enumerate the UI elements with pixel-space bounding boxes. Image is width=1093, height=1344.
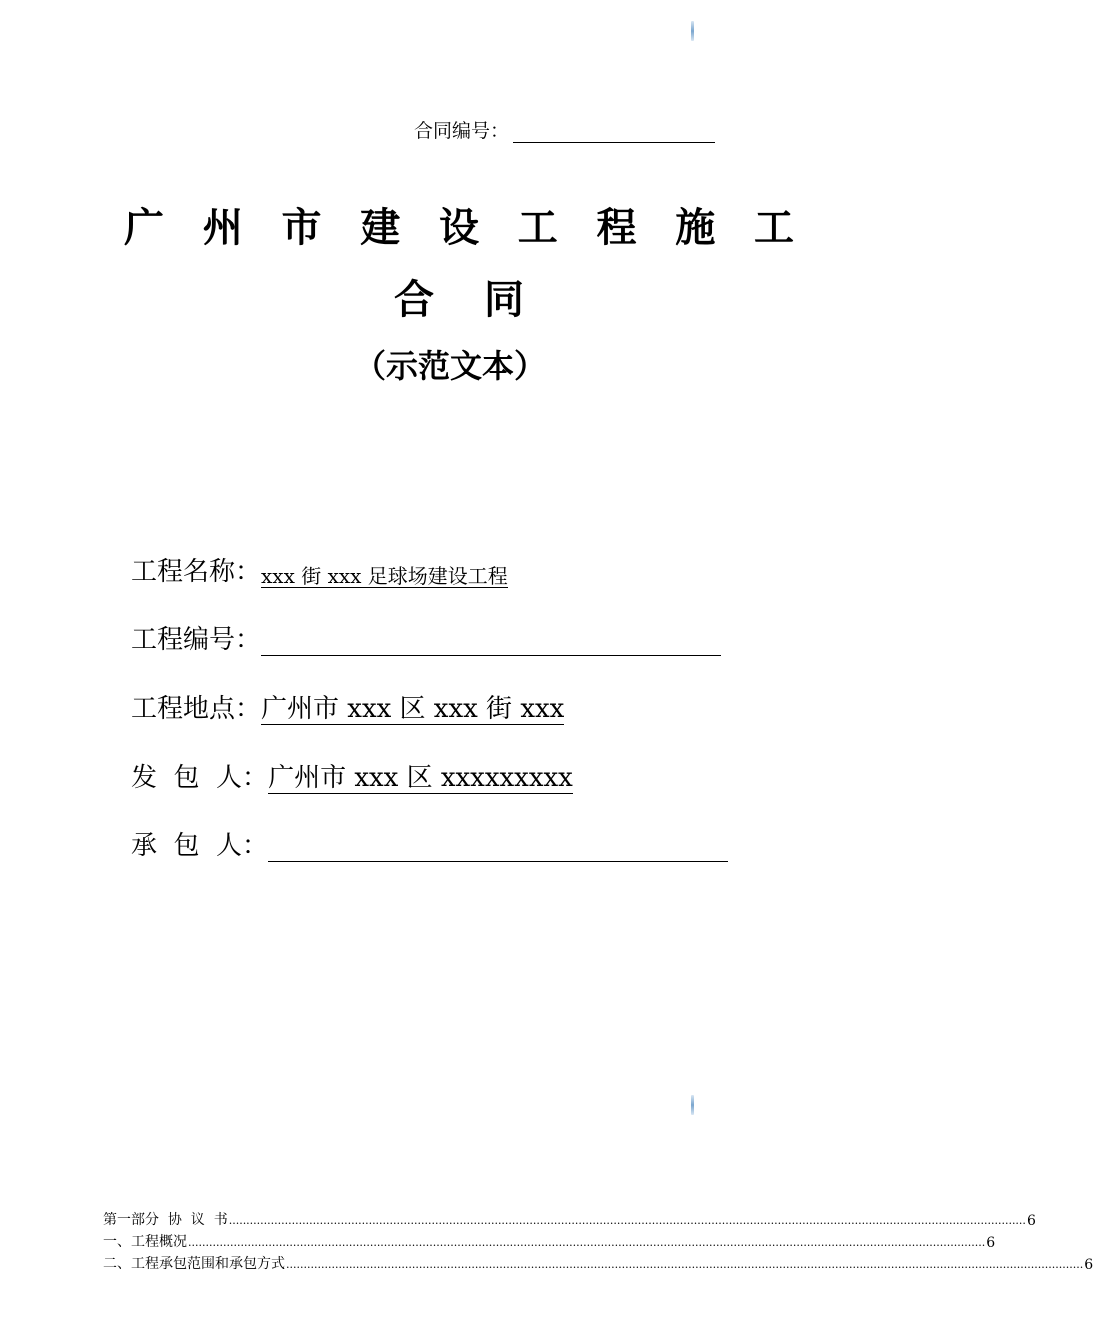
document-title-line1 [124,196,794,253]
field-value-blank[interactable] [261,627,721,656]
page-break-marker-bottom [691,1095,694,1115]
field-project-name [131,548,508,588]
toc-entry-page: 6 [1084,1257,1093,1273]
toc-entry-title: 第一部分 协 议 书 [103,1212,228,1228]
field-contractor [131,822,728,862]
table-of-contents [103,1207,1093,1273]
toc-entry[interactable] [103,1229,996,1251]
title-char: 程 [596,204,637,251]
title-char: 同 [484,276,524,323]
title-char: 工 [517,204,558,251]
field-value-blank[interactable] [268,833,728,862]
title-char: 设 [439,204,479,251]
contract-number-label: 合同编号： [414,120,510,142]
contract-number-row [414,116,715,143]
field-value[interactable]: xxx 街 xxx 足球场建设工程 [261,564,508,588]
toc-entry[interactable] [103,1251,1093,1273]
field-value[interactable]: 广州市 xxx 区 xxx 街 xxx [261,694,565,725]
title-char: 工 [754,204,794,251]
document-title-line2 [394,268,524,325]
field-label: 承 包 人： [131,831,269,861]
title-char: 合 [394,276,434,323]
field-project-location [131,685,564,725]
toc-entry-page: 6 [986,1235,996,1251]
document-subtitle: （示范文本） [353,347,546,385]
toc-leader-dots: .................................................................................................................................................................................................................................... [228,1214,1026,1227]
field-project-number [131,616,721,656]
toc-entry[interactable] [103,1207,1036,1229]
field-label: 工程名称： [131,557,262,587]
toc-entry-title: 一、工程概况 [103,1234,187,1250]
title-char: 市 [281,204,322,251]
field-label: 工程地点： [131,694,262,724]
field-employer [131,754,573,794]
field-value[interactable]: 广州市 xxx 区 xxxxxxxxx [268,763,573,794]
field-label: 工程编号： [131,625,262,655]
title-char: 广 [124,204,164,251]
title-char: 建 [360,204,401,251]
title-char: 州 [202,204,243,251]
toc-entry-page: 6 [1026,1213,1036,1229]
toc-entry-title: 二、工程承包范围和承包方式 [103,1256,285,1272]
toc-leader-dots: .................................................................................................................................................................................................................................... [286,1258,1084,1271]
contract-number-blank[interactable] [513,120,715,143]
toc-leader-dots: .................................................................................................................................................................................................................................... [188,1236,986,1249]
field-label: 发 包 人： [131,763,269,793]
page-break-marker-top [691,21,694,41]
title-char: 施 [675,204,716,251]
